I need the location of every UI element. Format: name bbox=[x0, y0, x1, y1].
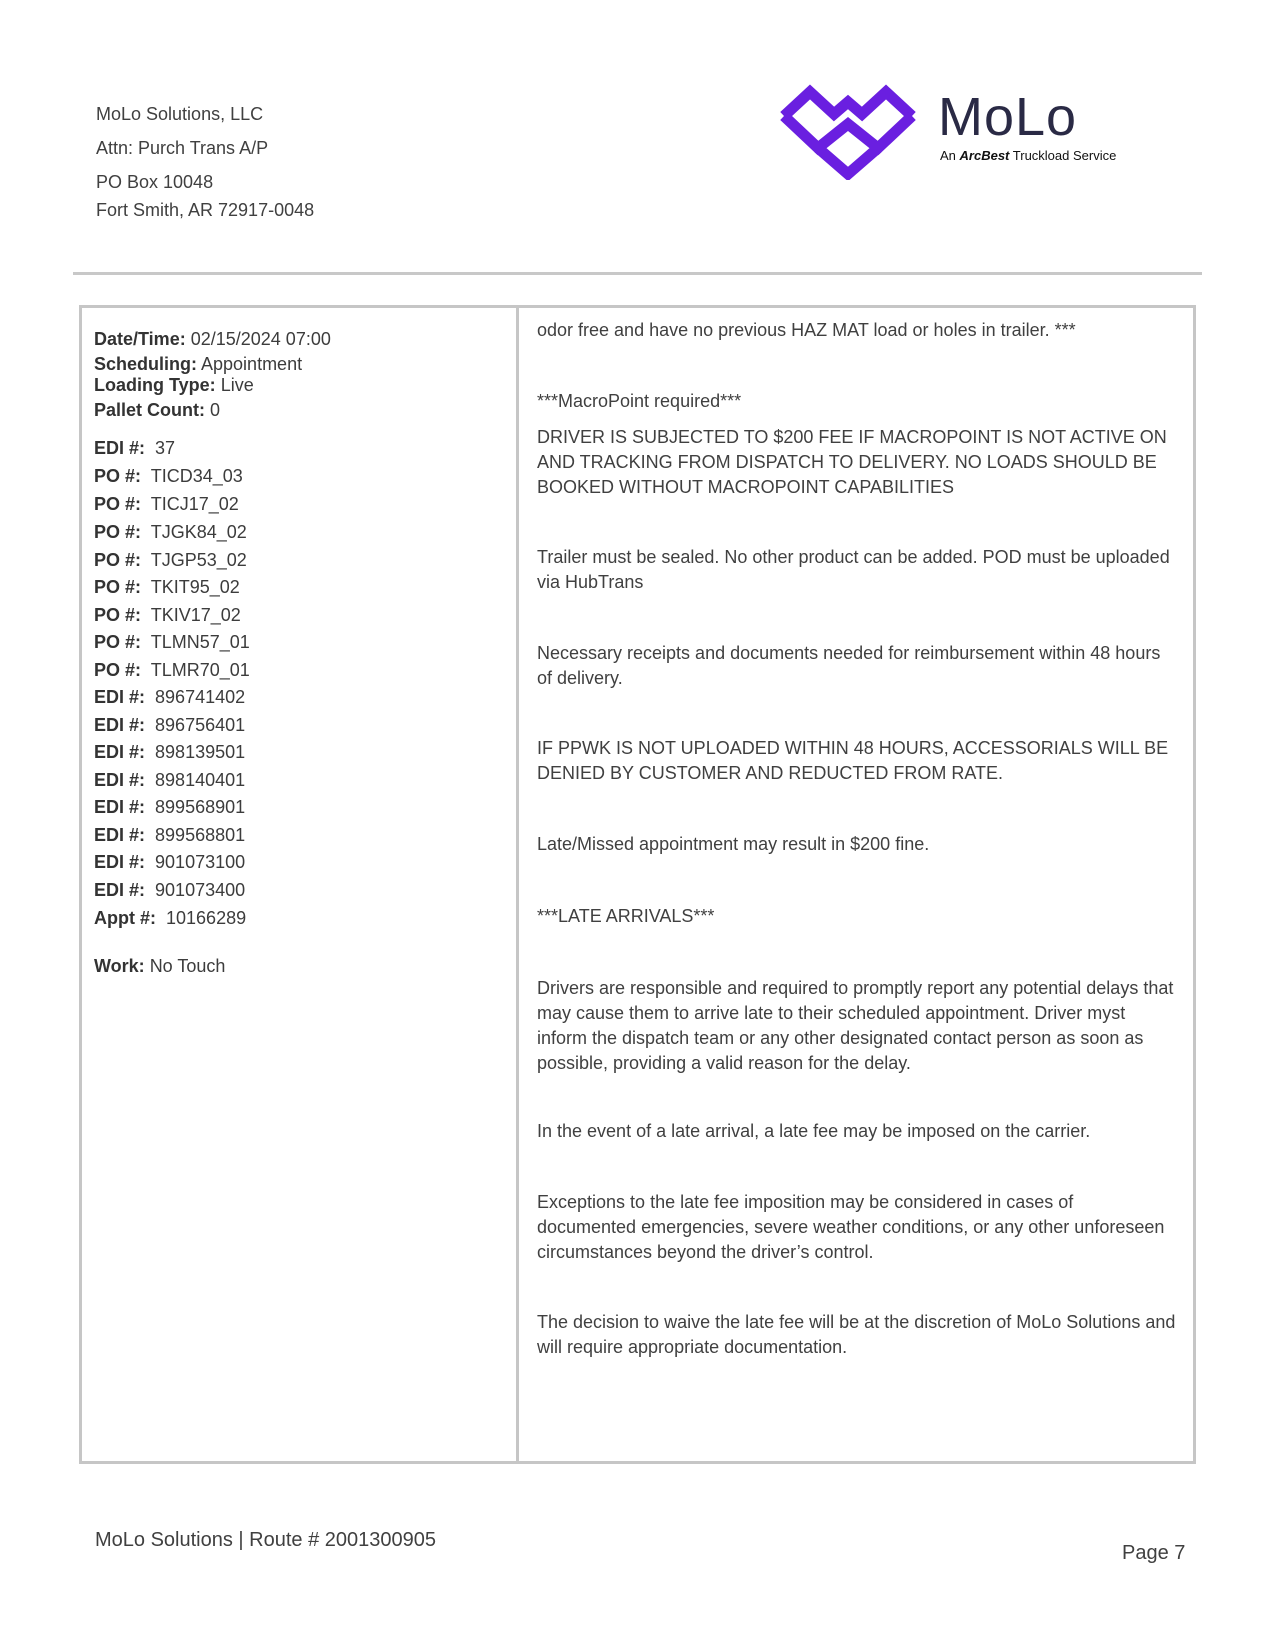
instruction-paragraph: Trailer must be sealed. No other product can be added. POD must be uploaded via HubTrans bbox=[537, 547, 1170, 592]
reference-row: PO #: TKIT95_02 bbox=[94, 577, 240, 597]
scheduling-row: Scheduling: Appointment bbox=[94, 354, 303, 374]
reference-row: EDI #: 896741402 bbox=[94, 687, 246, 707]
appointment-row: Appt #: 10166289 bbox=[94, 908, 247, 928]
header-divider bbox=[73, 272, 1202, 275]
reference-row: EDI #: 37 bbox=[94, 438, 176, 458]
pallet-count-row: Pallet Count: 0 bbox=[94, 400, 221, 420]
route-footer: MoLo Solutions | Route # 2001300905 bbox=[95, 1529, 437, 1551]
tagline-brand: ArcBest bbox=[959, 148, 1010, 163]
instruction-paragraph: DRIVER IS SUBJECTED TO $200 FEE IF MACROPOINT IS NOT ACTIVE ON AND TRACKING FROM DISPATCH TO DELIVERY. NO LOADS SHOULD BE BOOKED WITHOUT MACROPOINT CAPABILITIES bbox=[537, 427, 1167, 497]
loading-type-row: Loading Type: Live bbox=[94, 375, 254, 395]
datetime-row: Date/Time: 02/15/2024 07:00 bbox=[94, 329, 331, 349]
instruction-paragraph: The decision to waive the late fee will be at the discretion of MoLo Solutions and will require appropriate documentation. bbox=[537, 1312, 1176, 1357]
logo-tagline bbox=[940, 148, 1116, 164]
reference-row: PO #: TJGK84_02 bbox=[94, 522, 247, 542]
logo-wordmark: MoLo bbox=[938, 87, 1078, 147]
reference-row: EDI #: 901073400 bbox=[94, 880, 246, 900]
instruction-paragraph: Necessary receipts and documents needed for reimbursement within 48 hours of delivery. bbox=[537, 643, 1161, 688]
instruction-paragraph: ***LATE ARRIVALS*** bbox=[537, 906, 715, 926]
company-name: MoLo Solutions, LLC bbox=[96, 104, 264, 124]
attention-line: Attn: Purch Trans A/P bbox=[96, 138, 269, 158]
reference-row: EDI #: 898140401 bbox=[94, 770, 246, 790]
reference-row: EDI #: 901073100 bbox=[94, 852, 246, 872]
instruction-paragraph: ***MacroPoint required*** bbox=[537, 391, 742, 411]
reference-row: EDI #: 899568901 bbox=[94, 797, 246, 817]
reference-row: EDI #: 896756401 bbox=[94, 715, 246, 735]
po-box: PO Box 10048 bbox=[96, 172, 214, 192]
molo-logo bbox=[778, 84, 1158, 180]
instruction-paragraph: Drivers are responsible and required to promptly report any potential delays that may cause them to arrive late to their scheduled appointment. Driver myst inform the dispatch team or any other designated contact person as soon as possible, providing a valid reason for the delay. bbox=[537, 978, 1174, 1073]
reference-row: PO #: TLMR70_01 bbox=[94, 660, 250, 680]
column-divider bbox=[516, 305, 519, 1464]
reference-row: PO #: TICD34_03 bbox=[94, 466, 243, 486]
tagline-suffix: Truckload Service bbox=[1012, 148, 1117, 163]
instruction-paragraph: odor free and have no previous HAZ MAT load or holes in trailer. *** bbox=[537, 320, 1076, 340]
reference-row: PO #: TKIV17_02 bbox=[94, 605, 241, 625]
instruction-paragraph: In the event of a late arrival, a late fee may be imposed on the carrier. bbox=[537, 1121, 1091, 1141]
reference-row: PO #: TICJ17_02 bbox=[94, 494, 239, 514]
page-number: Page 7 bbox=[1122, 1542, 1186, 1564]
reference-row: EDI #: 899568801 bbox=[94, 825, 246, 845]
reference-row: EDI #: 898139501 bbox=[94, 742, 246, 762]
reference-row: PO #: TLMN57_01 bbox=[94, 632, 250, 652]
instruction-paragraph: Late/Missed appointment may result in $200 fine. bbox=[537, 834, 930, 854]
tagline-prefix: An bbox=[940, 148, 956, 163]
reference-row: PO #: TJGP53_02 bbox=[94, 550, 247, 570]
molo-chevron-icon bbox=[778, 84, 918, 180]
work-row: Work: No Touch bbox=[94, 956, 226, 976]
city-state-zip: Fort Smith, AR 72917-0048 bbox=[96, 200, 315, 220]
instruction-paragraph: IF PPWK IS NOT UPLOADED WITHIN 48 HOURS, ACCESSORIALS WILL BE DENIED BY CUSTOMER AND REDUCTED FROM RATE. bbox=[537, 738, 1169, 783]
instruction-paragraph: Exceptions to the late fee imposition may be considered in cases of documented emergencies, severe weather conditions, or any other unforeseen circumstances beyond the driver’s control. bbox=[537, 1192, 1165, 1262]
